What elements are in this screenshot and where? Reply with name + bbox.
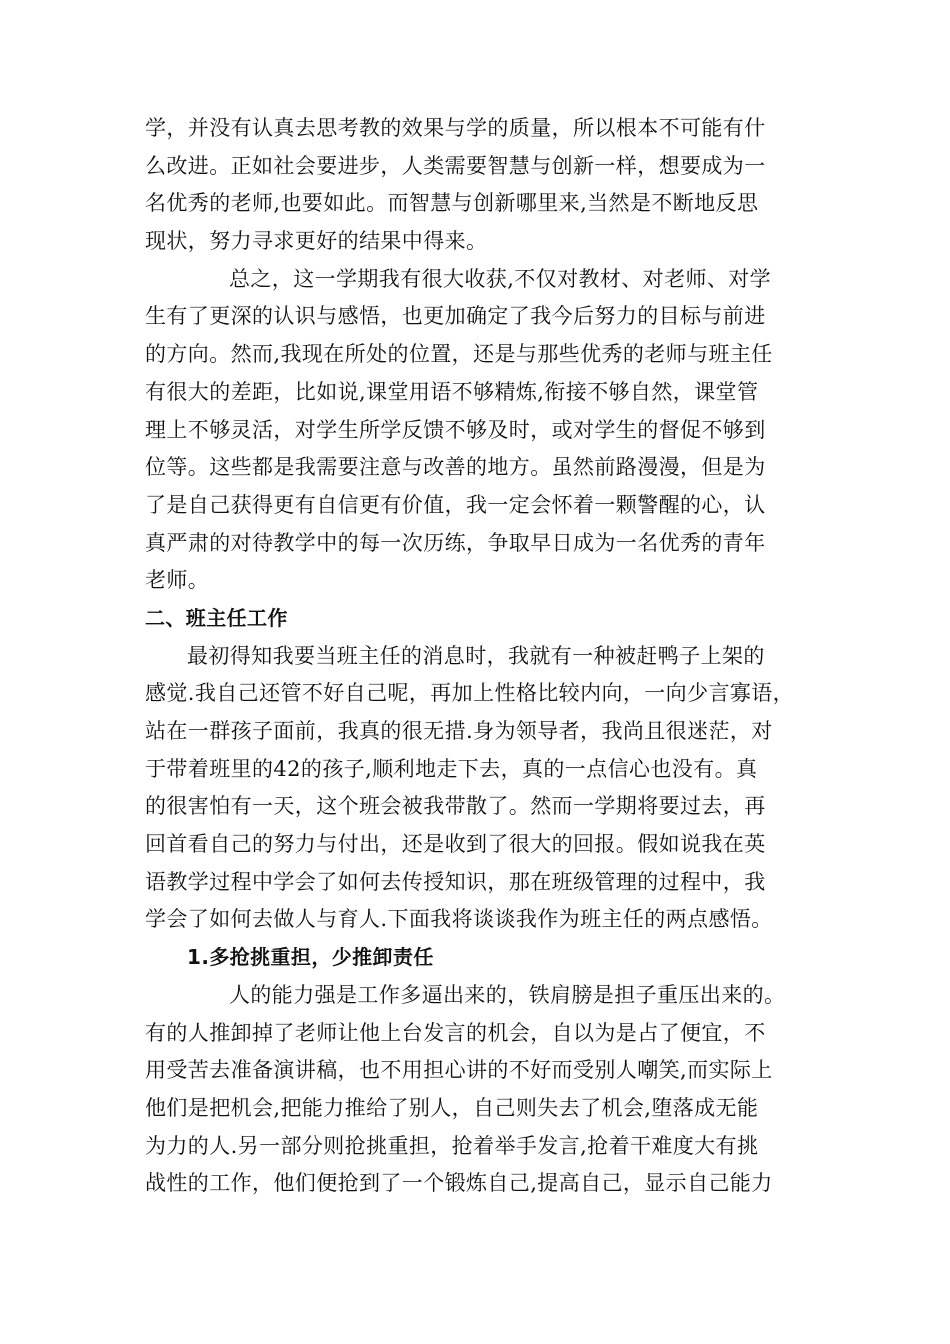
text-line: 最初得知我要当班主任的消息时，我就有一种被赶鸭子上架的 [187, 643, 765, 668]
text-line: 回首看自己的努力与付出，还是收到了很大的回报。假如说我在英 [145, 832, 766, 857]
text-line: 生有了更深的认识与感悟，也更加确定了我今后努力的目标与前进 [145, 304, 766, 329]
text-line: 用受苦去准备演讲稿，也不用担心讲的不好而受别人嘲笑,而实际上 [145, 1058, 773, 1083]
text-line: 站在一群孩子面前，我真的很无措.身为领导者，我尚且很迷茫，对 [145, 719, 773, 743]
text-line: 学，并没有认真去思考教的效果与学的质量，所以根本不可能有什 [145, 116, 766, 140]
text-line: 现状，努力寻求更好的结果中得来。 [145, 229, 488, 254]
text-line: 老师。 [145, 568, 210, 593]
section-heading: 二、班主任工作 [145, 605, 288, 630]
section-heading: 1.多抢挑重担，少推卸责任 [187, 945, 434, 970]
text-line: 有很大的差距，比如说,课堂用语不够精炼,衔接不够自然，课堂管 [145, 379, 759, 404]
text-line: 感觉.我自己还管不好自己呢，再加上性格比较内向，一向少言寡语， [145, 681, 795, 706]
text-line: 人的能力强是工作多逼出来的，铁肩膀是担子重压出来的。 [229, 982, 786, 1007]
text-line: 名优秀的老师,也要如此。而智慧与创新哪里来,当然是不断地反思 [145, 191, 759, 216]
text-line: 于带着班里的42的孩子,顺利地走下去，真的一点信心也没有。真 [145, 756, 758, 781]
text-line: 位等。这些都是我需要注意与改善的地方。虽然前路漫漫，但是为 [145, 455, 766, 480]
body-text [145, 110, 810, 1203]
text-line: 战性的工作，他们便抢到了一个锻炼自己,提高自己，显示自己能力 [145, 1171, 773, 1196]
text-line: 学会了如何去做人与育人.下面我将谈谈我作为班主任的两点感悟。 [145, 907, 773, 932]
text-line: 有的人推卸掉了老师让他上台发言的机会，自以为是占了便宜，不 [145, 1020, 766, 1045]
text-line: 了是自己获得更有自信更有价值，我一定会怀着一颗警醒的心，认 [145, 492, 766, 517]
text-line: 语教学过程中学会了如何去传授知识，那在班级管理的过程中，我 [145, 869, 766, 894]
text-line: 理上不够灵活，对学生所学反馈不够及时，或对学生的督促不够到 [145, 417, 766, 442]
text-line: 为力的人.另一部分则抢挑重担，抢着举手发言,抢着干难度大有挑 [145, 1133, 759, 1158]
text-line: 的方向。然而,我现在所处的位置，还是与那些优秀的老师与班主任 [145, 342, 773, 367]
text-line: 总之，这一学期我有很大收获,不仅对教材、对老师、对学 [229, 266, 772, 291]
text-line: 他们是把机会,把能力推给了别人，自己则失去了机会,堕落成无能 [145, 1095, 759, 1120]
text-line: 真严肃的对待教学中的每一次历练，争取早日成为一名优秀的青年 [145, 530, 766, 555]
text-line: 的很害怕有一天，这个班会被我带散了。然而一学期将要过去，再 [145, 794, 766, 819]
text-line: 么改进。正如社会要进步，人类需要智慧与创新一样，想要成为一 [145, 153, 766, 178]
